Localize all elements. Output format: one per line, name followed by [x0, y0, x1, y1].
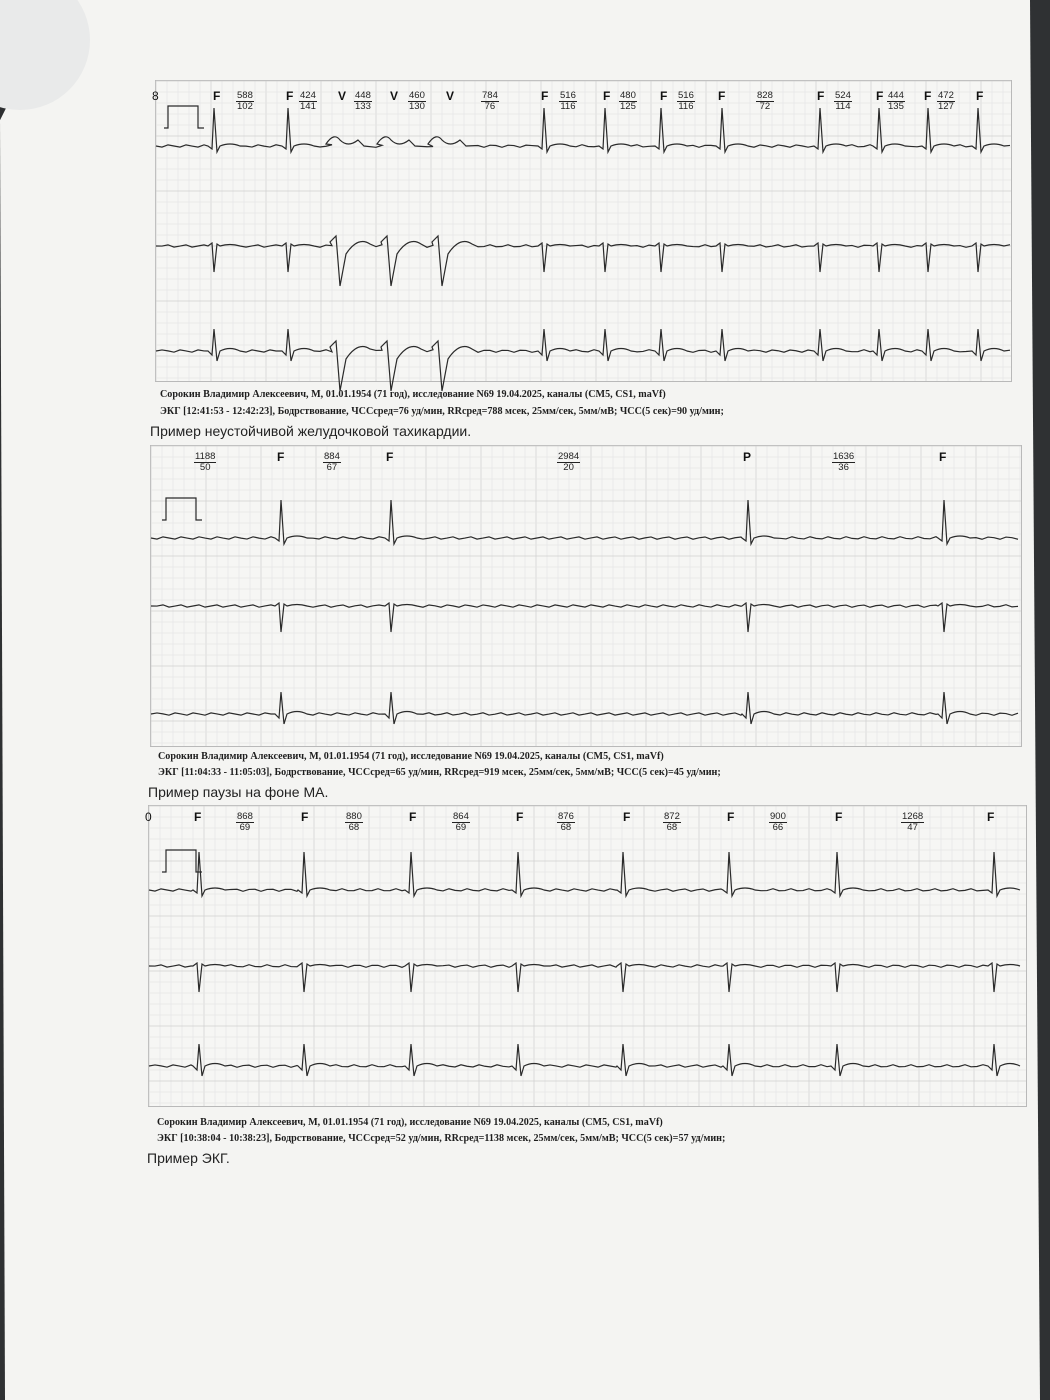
beat-label: F [939, 450, 947, 464]
corner-digit: 0 [145, 810, 152, 824]
ecg-svg [156, 81, 1011, 381]
ecg-svg [151, 446, 1021, 746]
rr-interval [677, 91, 695, 112]
caption-line2: ЭКГ [11:04:33 - 11:05:03], Бодрствование, ЧССсред=65 уд/мин, RRсред=919 мсек, 25мм/сек, 5мм/мВ; ЧСС(5 сек)=45 уд/мин; [158, 766, 721, 778]
rr-ms: 424 [300, 90, 316, 101]
beat-label: F [603, 89, 611, 103]
rr-ms: 864 [453, 811, 469, 822]
rr-ms: 784 [482, 90, 498, 101]
beat-label: V [446, 89, 455, 103]
beat-label: F [817, 89, 825, 103]
rr-ms: 884 [324, 451, 340, 462]
beat-label: F [286, 89, 294, 103]
beat-label: F [301, 810, 309, 824]
beat-label: F [924, 89, 932, 103]
caption-line1: Сорокин Владимир Алексеевич, М, 01.01.1954 (71 год), исследование N69 19.04.2025, каналы (CM5, CS1, maVf) [160, 388, 666, 400]
rr-interval [236, 91, 254, 112]
caption-line2: ЭКГ [10:38:04 - 10:38:23], Бодрствование, ЧССсред=52 уд/мин, RRсред=1138 мсек, 25мм/сек, 5мм/мВ; ЧСС(5 сек)=57 уд/мин; [157, 1132, 726, 1144]
rr-bpm: 68 [666, 822, 678, 833]
rr-interval [834, 91, 852, 112]
rr-interval [937, 91, 955, 112]
beat-label: F [727, 810, 735, 824]
rr-bpm: 125 [620, 101, 636, 112]
beat-label: F [277, 450, 285, 464]
rr-interval [323, 452, 341, 473]
rr-interval [756, 91, 774, 112]
rr-interval [408, 91, 426, 112]
rr-interval [452, 812, 470, 833]
rr-bpm: 66 [772, 822, 784, 833]
beat-label: F [718, 89, 726, 103]
rr-bpm: 69 [455, 822, 467, 833]
rr-ms: 2984 [558, 451, 580, 462]
rr-bpm: 135 [888, 101, 904, 112]
beat-label: F [623, 810, 631, 824]
caption-line2: ЭКГ [12:41:53 - 12:42:23], Бодрствование, ЧССсред=76 уд/мин, RRсред=788 мсек, 25мм/сек, 5мм/мВ; ЧСС(5 сек)=90 уд/мин; [160, 405, 724, 417]
rr-interval [345, 812, 363, 833]
rr-ms: 588 [237, 90, 253, 101]
rr-interval [299, 91, 317, 112]
rr-bpm: 67 [326, 462, 338, 473]
rr-bpm: 68 [560, 822, 572, 833]
rr-interval [887, 91, 905, 112]
beat-label: F [976, 89, 984, 103]
rr-bpm: 20 [563, 462, 574, 473]
beat-label: V [338, 89, 347, 103]
example-title: Пример паузы на фоне МА. [148, 784, 329, 800]
rr-bpm: 127 [938, 101, 954, 112]
rr-bpm: 141 [300, 101, 316, 112]
ecg-strip-3 [145, 805, 1027, 1107]
rr-bpm: 114 [835, 101, 851, 112]
rr-ms: 1636 [833, 451, 855, 462]
rr-bpm: 36 [838, 462, 849, 473]
rr-interval [354, 91, 372, 112]
rr-ms: 880 [346, 811, 362, 822]
rr-interval [769, 812, 787, 833]
rr-interval [832, 452, 855, 473]
rr-ms: 876 [558, 811, 574, 822]
beat-label: F [987, 810, 995, 824]
rr-bpm: 72 [759, 101, 771, 112]
ecg-strip-2 [150, 445, 1022, 747]
rr-ms: 516 [678, 90, 694, 101]
beat-label: F [409, 810, 417, 824]
rr-ms: 448 [355, 90, 371, 101]
rr-bpm: 102 [237, 101, 253, 112]
rr-interval [557, 812, 575, 833]
rr-bpm: 116 [678, 101, 694, 112]
beat-label: F [835, 810, 843, 824]
rr-bpm: 50 [199, 462, 211, 473]
rr-interval [236, 812, 254, 833]
beat-label: F [660, 89, 668, 103]
rr-ms: 516 [560, 90, 576, 101]
rr-ms: 444 [888, 90, 904, 101]
corner-digit: 8 [152, 89, 159, 103]
rr-ms: 472 [938, 90, 954, 101]
rr-ms: 480 [620, 90, 636, 101]
rr-bpm: 130 [409, 101, 425, 112]
beat-label: F [516, 810, 524, 824]
rr-ms: 828 [757, 90, 773, 101]
rr-ms: 1268 [902, 811, 924, 822]
rr-bpm: 116 [560, 101, 576, 112]
example-title: Пример ЭКГ. [147, 1150, 230, 1166]
rr-interval [481, 91, 499, 112]
rr-ms: 460 [409, 90, 425, 101]
rr-ms: 900 [770, 811, 786, 822]
rr-interval [619, 91, 637, 112]
example-title: Пример неустойчивой желудочковой тахикардии. [150, 423, 472, 439]
rr-interval [663, 812, 681, 833]
ecg-strip-1 [152, 80, 1012, 382]
beat-label: F [213, 89, 221, 103]
rr-bpm: 68 [348, 822, 360, 833]
caption-line1: Сорокин Владимир Алексеевич, М, 01.01.1954 (71 год), исследование N69 19.04.2025, каналы (CM5, CS1, maVf) [157, 1116, 663, 1128]
beat-label: F [541, 89, 549, 103]
beat-label: F [876, 89, 884, 103]
rr-ms: 1188 [195, 451, 216, 462]
rr-ms: 872 [664, 811, 680, 822]
caption-line1: Сорокин Владимир Алексеевич, М, 01.01.1954 (71 год), исследование N69 19.04.2025, каналы (CM5, CS1, maVf) [158, 750, 664, 762]
rr-interval [559, 91, 577, 112]
rr-interval [194, 452, 216, 473]
rr-interval [557, 452, 580, 473]
ecg-svg [149, 806, 1026, 1106]
rr-bpm: 47 [907, 822, 918, 833]
rr-bpm: 69 [239, 822, 251, 833]
beat-label: V [390, 89, 399, 103]
rr-interval [901, 812, 924, 833]
rr-bpm: 133 [355, 101, 371, 112]
rr-bpm: 76 [484, 101, 496, 112]
rr-ms: 868 [237, 811, 253, 822]
beat-label: P [743, 450, 752, 464]
beat-label: F [386, 450, 394, 464]
rr-ms: 524 [835, 90, 851, 101]
beat-label: F [194, 810, 202, 824]
